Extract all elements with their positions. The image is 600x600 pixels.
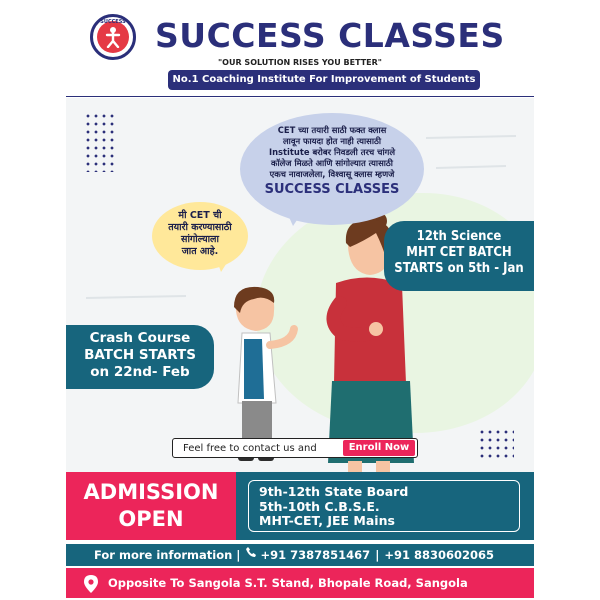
small-speech-bubble <box>152 202 248 270</box>
brand-title: SUCCESS CLASSES <box>155 16 505 55</box>
small-bubble-line: मी CET ची <box>178 210 222 221</box>
cet-batch-badge <box>384 221 534 291</box>
badge-line: Crash Course <box>89 330 191 346</box>
badge-line: on 22nd- Feb <box>90 364 190 380</box>
course-item: MHT-CET, JEE Mains <box>259 513 395 528</box>
address-text: Opposite To Sangola S.T. Stand, Bhopale Road, Sangola <box>108 576 468 590</box>
header-divider <box>66 96 534 97</box>
bubble-line: CET च्या तयारी साठी फक्त क्लास <box>277 125 387 135</box>
crash-course-badge <box>66 325 214 389</box>
admission-line: ADMISSION <box>83 480 219 504</box>
course-item: 9th-12th State Board <box>259 484 409 499</box>
tagline: "OUR SOLUTION RISES YOU BETTER" <box>218 58 382 67</box>
logo-text: SUCCESS <box>100 19 126 25</box>
address-band <box>66 568 534 598</box>
bubble-line: Institute बरोबर निवडली तरच चांगले <box>268 147 396 157</box>
badge-line: 12th Science <box>416 229 502 244</box>
logo-figure-icon <box>97 21 129 53</box>
contact-bar <box>172 438 418 458</box>
courses-list <box>248 480 520 532</box>
main-speech-bubble <box>240 113 424 225</box>
info-prefix: For more information | <box>94 548 241 562</box>
admission-open-block <box>66 472 236 540</box>
enroll-now-button[interactable]: Enroll Now <box>343 440 415 456</box>
info-separator: | <box>375 548 380 562</box>
phone-number-2[interactable]: +91 8830602065 <box>384 548 495 562</box>
phone-icon <box>245 544 257 566</box>
location-pin-icon <box>84 574 98 592</box>
brand-logo <box>90 14 136 60</box>
small-bubble-line: तयारी करण्यासाठी <box>168 222 232 233</box>
badge-line: STARTS on 5th - Jan <box>394 261 524 276</box>
badge-line: BATCH STARTS <box>84 347 196 363</box>
phone-number-1[interactable]: +91 7387851467 <box>260 548 371 562</box>
badge-line: MHT CET BATCH <box>406 245 512 260</box>
small-bubble-line: जात आहे. <box>181 246 219 257</box>
subheading-banner: No.1 Coaching Institute For Improvement of Students <box>168 70 480 90</box>
bubble-highlight: SUCCESS CLASSES <box>264 182 400 197</box>
info-band <box>66 544 534 566</box>
contact-text: Feel free to contact us and <box>183 442 317 454</box>
bubble-line: कॉलेज मिळते आणि सांगोल्यात त्यासाठी <box>271 158 393 168</box>
admission-line: OPEN <box>118 507 184 531</box>
bubble-line: लावून फायदा होत नाही त्यासाठी <box>282 136 382 146</box>
small-bubble-line: सांगोल्याला <box>181 234 219 245</box>
course-item: 5th-10th C.B.S.E. <box>259 498 380 514</box>
bubble-line: एकच नावाजलेला, विश्वासू क्लास म्हणजे <box>269 169 395 179</box>
